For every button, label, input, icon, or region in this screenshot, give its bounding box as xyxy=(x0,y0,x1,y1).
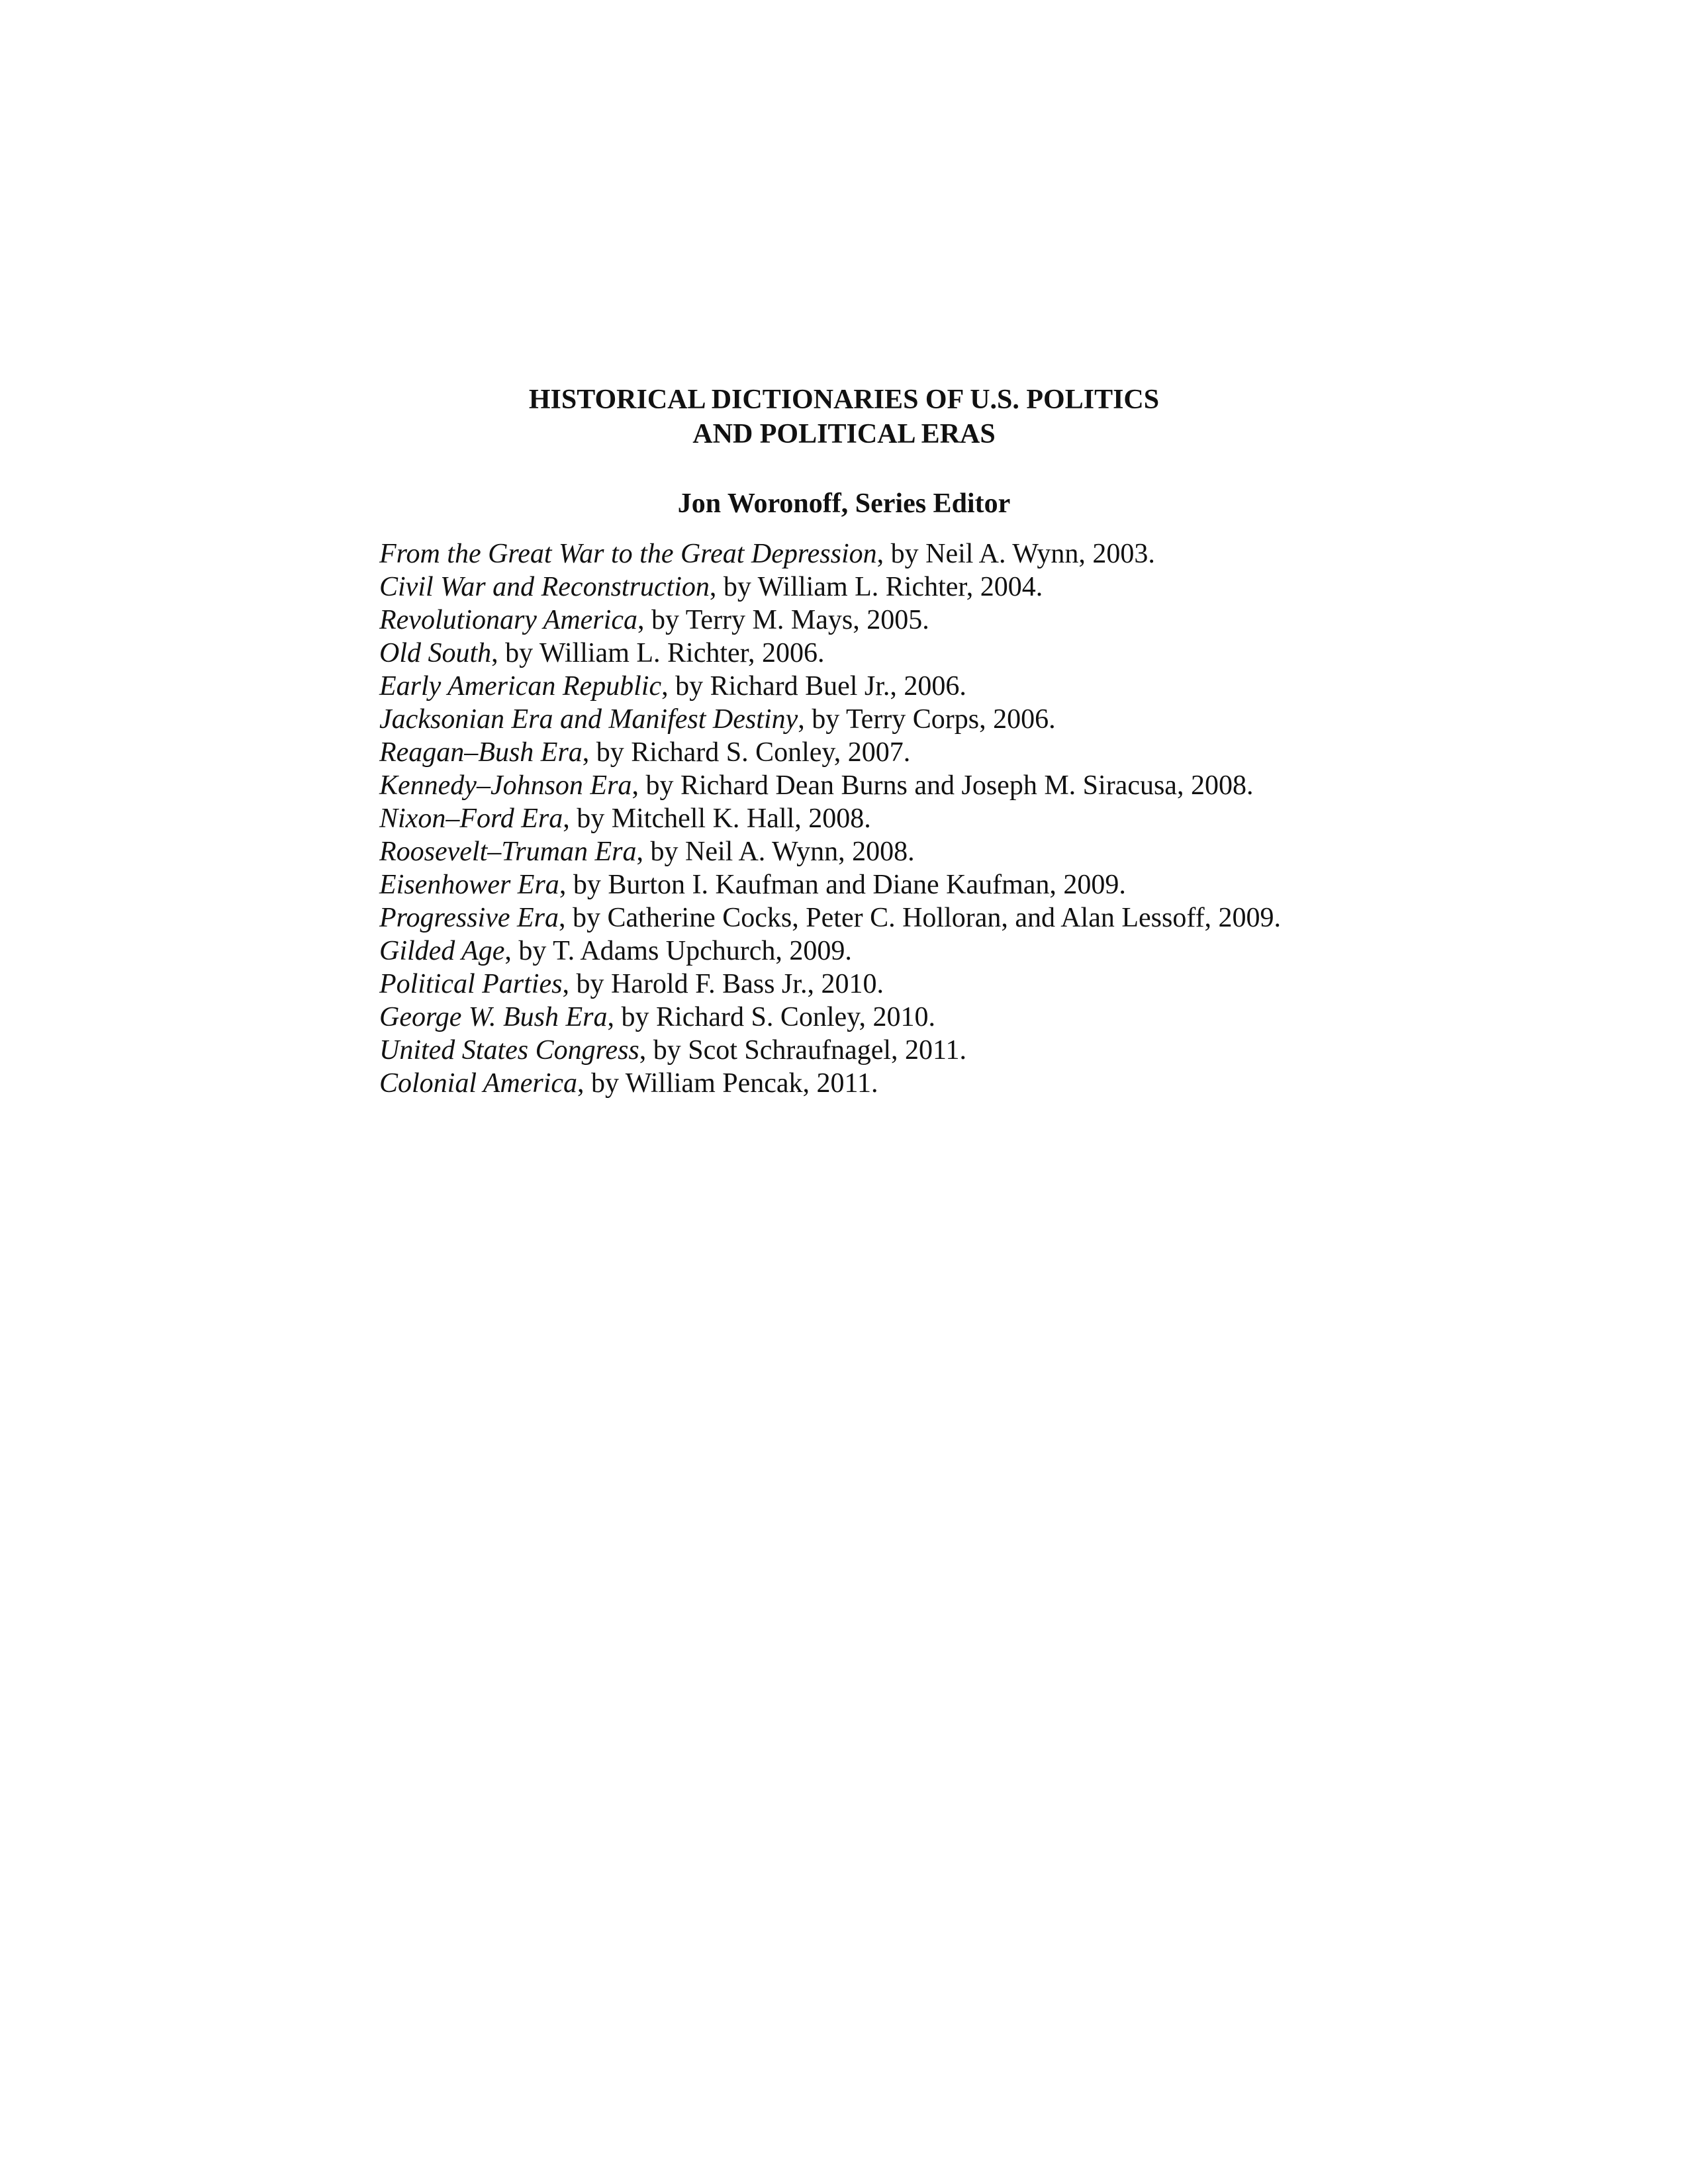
book-details: , by Burton I. Kaufman and Diane Kaufman, 2009. xyxy=(559,870,1126,900)
book-title: United States Congress xyxy=(379,1035,639,1066)
series-heading-line-2: AND POLITICAL ERAS xyxy=(692,419,996,449)
book-details: , by Neil A. Wynn, 2003. xyxy=(876,539,1155,569)
book-details: , by Mitchell K. Hall, 2008. xyxy=(563,803,871,834)
book-item xyxy=(379,769,1319,802)
book-details: , by T. Adams Upchurch, 2009. xyxy=(504,936,852,966)
book-title: George W. Bush Era xyxy=(379,1002,608,1032)
book-title: Roosevelt–Truman Era xyxy=(379,837,637,867)
book-item xyxy=(379,1034,1319,1067)
book-item xyxy=(379,637,1319,670)
book-details: , by Terry M. Mays, 2005. xyxy=(637,605,929,635)
book-details: , by Richard Buel Jr., 2006. xyxy=(661,671,966,702)
book-details: , by William Pencak, 2011. xyxy=(577,1068,878,1099)
book-list xyxy=(379,537,1319,1100)
book-item xyxy=(379,736,1319,769)
series-heading-line-1: HISTORICAL DICTIONARIES OF U.S. POLITICS xyxy=(528,385,1160,415)
book-title: Revolutionary America xyxy=(379,605,637,635)
book-item xyxy=(379,968,1319,1001)
book-item xyxy=(379,1001,1319,1034)
book-title: From the Great War to the Great Depression xyxy=(379,539,877,569)
book-item xyxy=(379,703,1319,736)
book-title: Gilded Age xyxy=(379,936,505,966)
book-title: Nixon–Ford Era xyxy=(379,803,563,834)
book-title: Colonial America xyxy=(379,1068,578,1099)
series-heading xyxy=(0,383,1688,451)
book-details: , by Richard Dean Burns and Joseph M. Siracusa, 2008. xyxy=(632,770,1254,801)
book-item xyxy=(379,934,1319,968)
book-title: Progressive Era xyxy=(379,903,559,933)
book-details: , by William L. Richter, 2004. xyxy=(709,572,1043,602)
book-item xyxy=(379,537,1319,570)
book-title: Political Parties xyxy=(379,969,563,999)
book-details: , by Neil A. Wynn, 2008. xyxy=(636,837,915,867)
book-item xyxy=(379,835,1319,868)
series-editor: Jon Woronoff, Series Editor xyxy=(677,488,1011,519)
book-details: , by Harold F. Bass Jr., 2010. xyxy=(562,969,884,999)
book-item xyxy=(379,901,1319,934)
book-item xyxy=(379,1067,1319,1100)
book-item xyxy=(379,570,1319,604)
book-item xyxy=(379,670,1319,703)
book-details: , by Richard S. Conley, 2010. xyxy=(607,1002,935,1032)
book-item xyxy=(379,868,1319,901)
book-title: Eisenhower Era xyxy=(379,870,559,900)
book-details: , by Terry Corps, 2006. xyxy=(798,704,1056,735)
book-title: Early American Republic xyxy=(379,671,662,702)
book-item xyxy=(379,802,1319,835)
book-title: Civil War and Reconstruction xyxy=(379,572,710,602)
book-details: , by Richard S. Conley, 2007. xyxy=(582,737,911,768)
book-title: Jacksonian Era and Manifest Destiny xyxy=(379,704,798,735)
book-title: Old South xyxy=(379,638,492,668)
book-details: , by Scot Schraufnagel, 2011. xyxy=(639,1035,966,1066)
book-details: , by William L. Richter, 2006. xyxy=(491,638,825,668)
book-item xyxy=(379,604,1319,637)
book-title: Kennedy–Johnson Era xyxy=(379,770,632,801)
book-title: Reagan–Bush Era xyxy=(379,737,583,768)
book-details: , by Catherine Cocks, Peter C. Holloran, and Alan Lessoff, 2009. xyxy=(559,903,1282,933)
